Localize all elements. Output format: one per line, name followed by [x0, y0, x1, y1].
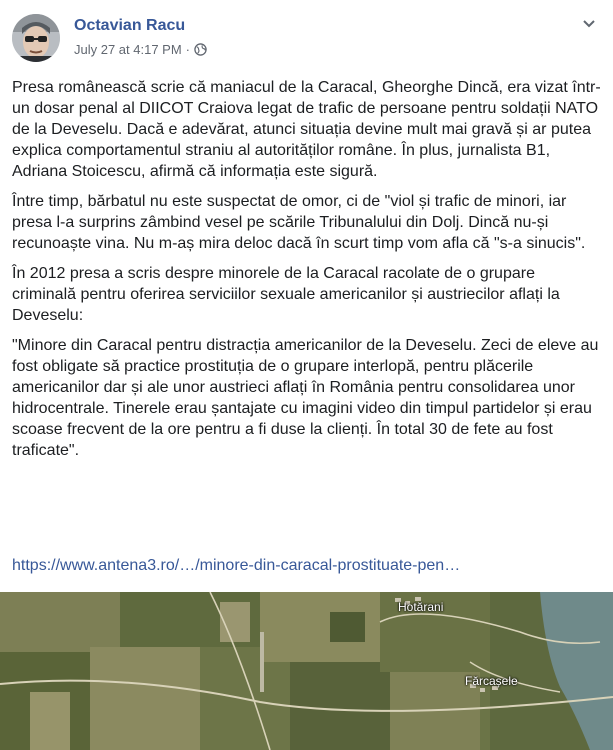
- globe-icon[interactable]: [194, 43, 207, 56]
- chevron-down-icon[interactable]: [579, 14, 599, 34]
- satellite-map: [0, 592, 613, 750]
- post-body: [12, 77, 602, 470]
- meta-separator: ·: [185, 42, 191, 57]
- map-label-farcasele: Fărcașele: [465, 674, 518, 688]
- map-image[interactable]: [0, 592, 613, 750]
- map-label-hotarani: Hotărani: [398, 600, 444, 614]
- avatar-photo: [12, 14, 60, 62]
- post-timestamp[interactable]: July 27 at 4:17 PM: [74, 42, 182, 57]
- post-paragraph: Între timp, bărbatul nu este suspectat de omor, ci de "viol și trafic de minori, iar presa l-a surprins zâmbind vesel pe scările Tribunalului din Dolj. Dincă nu-și recunoaște vina. Nu m-aș mira deloc dacă în scurt timp vom afla că "s-a sinucis".: [12, 193, 586, 252]
- avatar[interactable]: [12, 14, 60, 62]
- author-name[interactable]: Octavian Racu: [74, 17, 186, 34]
- post-paragraph: În 2012 presa a scris despre minorele de la Caracal racolate de o grupare criminală pentru oferirea serviciilor sexuale americanilor și austriecilor aflați la Deveselu:: [12, 265, 560, 324]
- post-paragraph: Presa românească scrie că maniacul de la Caracal, Gheorghe Dincă, era vizat într-un dosar penal al DIICOT Craiova legat de trafic de persoane pentru soldații NATO de la Deveselu. Dacă e adevărat, atunci situația devine mult mai gravă și ar putea explica comportamentul straniu al autorităților române. În plus, jurnalista B1, Adriana Stoicescu, afirmă că informația este sigură.: [12, 79, 601, 180]
- post-meta: [74, 42, 207, 57]
- post-paragraph: "Minore din Caracal pentru distracția americanilor de la Deveselu. Zeci de eleve au fost obligate să practice prostituția de o grupare interlopă, pentru plăcerile americanilor dar și ale unor austrieci aflați în România pentru consolidarea unor hidrocentrale. Tinerele erau șantajate cu imagini video din timpul partidelor și erau scoase frecvent de la ore pentru a fi duse la clienți. În total 30 de fete au fost traficate".: [12, 337, 599, 459]
- post-link[interactable]: https://www.antena3.ro/…/minore-din-caracal-prostituate-pen…: [12, 557, 461, 574]
